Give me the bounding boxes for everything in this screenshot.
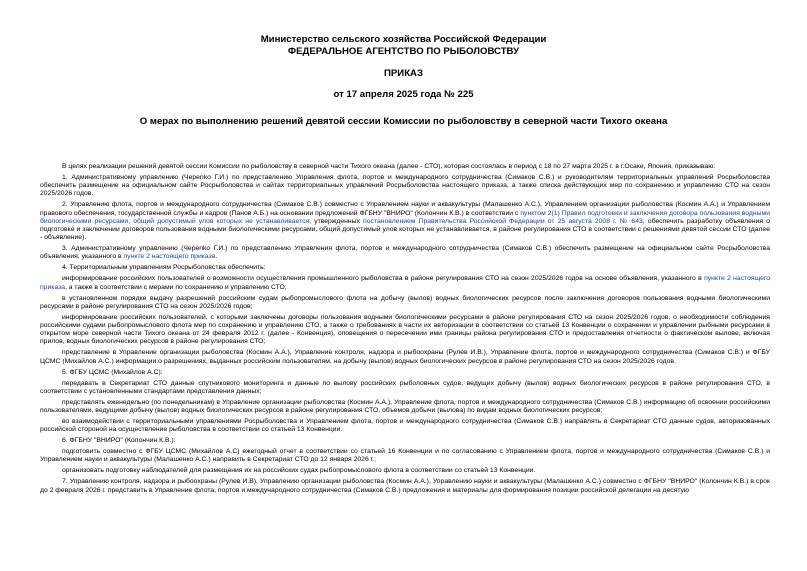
item-5a-paragraph: передавать в Секретариат СТО данные спутникового мониторинга и данные по вылову российских рыболовных судов, ведущих добычу (вылов) водных биологических ресурсов в районе регулирования СТО, в соответствии с установленными стандартами представления данных; [40,379,770,395]
ministry-name: Министерство сельского хозяйства Российской Федерации [260,34,547,45]
item-4a-text-a: информирование российских пользователей о возможности осуществления промышленного рыболовства в районе регулирования СТО на сезон 2025/2026 годов на основе объявления, указанного в [62,275,702,283]
item-3-text-a: 3. Административному управлению (Череnko Г.И.) по представлению Управления флота, портов и международного сотрудничества (Симаков С.В.) обеспечить размещение на официальном сайте Росрыболовства объявления, указанного в [40,245,770,261]
item-4a-paragraph [40,275,770,291]
preamble-paragraph: В целях реализации решений девятой сессии Комиссии по рыболовству в северной части Тихого океана (далее - СТО), которая состоялась в период с 18 по 27 марта 2025 г. в г.Осаке, Япония, приказываю: [62,163,716,170]
item-5c-paragraph: во взаимодействии с территориальными управлениями Росрыболовства и Управлением флота, портов и международного сотрудничества (Симаков С.В.) направлять в Секретариат СТО данные судов, авторизованных российской стороной на осуществление рыболовства в соответствии со статьей 13 Конвенции. [40,418,770,434]
item-5-paragraph: 5. ФГБУ ЦСМС (Михайлов А.С): [62,368,163,376]
item-1-paragraph: 1. Административному управлению (Череnko Г.И.) по представлению Управления флота, портов и международного сотрудничества (Симаков С.В.) и руководителям территориальных управлений Росрыболовства обеспечить размещение на официальном сайте Росрыболовства и сайтах территориальных управлений Росрыболовства настоящего приказа, а также списка действующих мер по сохранению и управлению СТО на сезон 2025/2026 годов. [40,174,770,198]
item-4-paragraph: 4. Территориальным управлениям Росрыболовства обеспечить: [62,264,266,272]
document-body [40,163,770,498]
item-2-paragraph [40,201,770,242]
item-7-paragraph: 7. Управлению контроля, надзора и рыбоохраны (Рулев И.В), Управлению организации рыболовства (Космин А.А.), Управлению науки и аквакультуры (Малашенко А.С.) совместно с ФГБНУ "ВНИРО" (Колончин К.В.) в срок до 2 февраля 2026 г. представить в Управление флота, портов и международного сотрудничества (Симаков С.В.) предложения и материалы для формирования позиции российской делегации на десятую [40,478,770,494]
document-title: О мерах по выполнению решений девятой сессии Комиссии по рыболовству в северной части Тихого океана [139,116,668,127]
item-4d-paragraph: представление в Управление организации рыболовства (Космин А.А.), Управление контроля, надзора и рыбоохраны (Рулев И.В.), Управление флота, портов и международного сотрудничества (Симаков С.В.) и ФГБУ ЦСМС (Михайлов А.С.) информации о разрешениях, выданных российским пользователям, на добычу (вылов) водных биологических ресурсов в районе регулирования СТО на сезон 2025/2026 годов. [40,349,770,365]
rules-link[interactable]: пунктом 2(1) Правил подготовки и заключения договора пользования водными биологическими ресурсами, общий допустимый улов которых не устанавливается [40,209,771,225]
item-2-text-a: 2. Управлению флота, портов и международного сотрудничества (Симаков С.В.) совместно с Управлением науки и аквакультуры (Малашенко А.С.), Управлением организации рыболовства (Космин А.А.) и Управлением правового обеспечения, государственной службы и кадров (Панов А.Б.) на основании предложений ФГБНУ "ВНИРО" (Колончин К.В.) в соответствии с [40,201,770,217]
clause-2-link-2[interactable]: пункте 2 настоящего приказа [40,275,770,291]
agency-name: ФЕДЕРАЛЬНОЕ АГЕНТСТВО ПО РЫБОЛОВСТВУ [287,46,520,57]
item-6a-paragraph: подготовить совместно с ФГБУ ЦСМС (Михайлов А.С) ежегодный отчет в соответствии со статьей 16 Конвенции и по согласованию с Управлением флота, портов и международного сотрудничества (Симаков С.В.) и Управлением науки и аквакультуры (Малашенко А.С.) направить в Секретариат СТО до 12 января 2026 г.; [40,448,770,464]
item-4b-paragraph: в установленном порядке выдачу разрешений российским судам рыбопромыслового флота на добычу (вылов) водных биологических ресурсов после заключения договоров пользования водными биологическими ресурсами в районе регулирования СТО на сезон 2025/2026 годов; [40,294,770,310]
government-decree-link[interactable]: постановлением Правительства Российской Федерации от 25 августа 2008 г. № 643 [363,217,643,225]
item-4a-text-b: , а также в соответствии с мерами по сохранению и управлению СТО; [64,283,287,291]
document-type: ПРИКАЗ [384,68,423,79]
item-4c-paragraph: информирование российских пользователей, с которыми заключены договоры пользования водными биологическими ресурсами в районе регулирования СТО на сезон 2025/2026 годов, о необходимости соблюдения российскими судами рыбопромыслового флота мер по сохранению и управлению СТО, а также о требованиях в части их авторизации в соответствии со статьей 13 Конвенции о сохранении и управлении рыбными ресурсами в открытом море северной части Тихого океана от 24 февраля 2012 г. (далее - Конвенция), оповещения о пересечении ими границы района регулирования СТО и предоставления отчетности о фактическом вылове, включая прилов, водных биологических ресурсов в районе регулирования СТО; [40,313,770,346]
item-2-text-b: , утвержденных [309,217,360,225]
item-3-text-b: . [215,253,218,261]
item-3-paragraph [40,245,770,261]
clause-2-link[interactable]: пункте 2 настоящего приказа [123,253,216,261]
item-5b-paragraph: представлять еженедельно (по понедельникам) в Управление организации рыболовства (Космин А.А.), Управление флота, портов и международного сотрудничества (Симаков С.В.) информацию об освоении российскими пользователями, ведущими добычу (вылов) водных биологических ресурсов в районе регулирования СТО, объемов добычи (вылова) по видам водных биологических ресурсов; [40,398,770,415]
document-date-number: от 17 апреля 2025 года № 225 [333,89,474,100]
item-6b-paragraph: организовать подготовку наблюдателей для размещения их на российских судах рыбопромыслового флота в соответствии со статьей 13 Конвенции. [62,467,536,475]
item-6-paragraph: 6. ФГБНУ "ВНИРО" (Колончин К.В.): [62,437,176,445]
item-2-text-c: , обеспечить разработку объявления о подготовке и заключении договоров пользования водными биологическими ресурсами, общий допустимый улов которых не устанавливается, в районе регулирования СТО в соответствии с решениями девятой сессии СТО (далее - объявление). [40,217,771,242]
